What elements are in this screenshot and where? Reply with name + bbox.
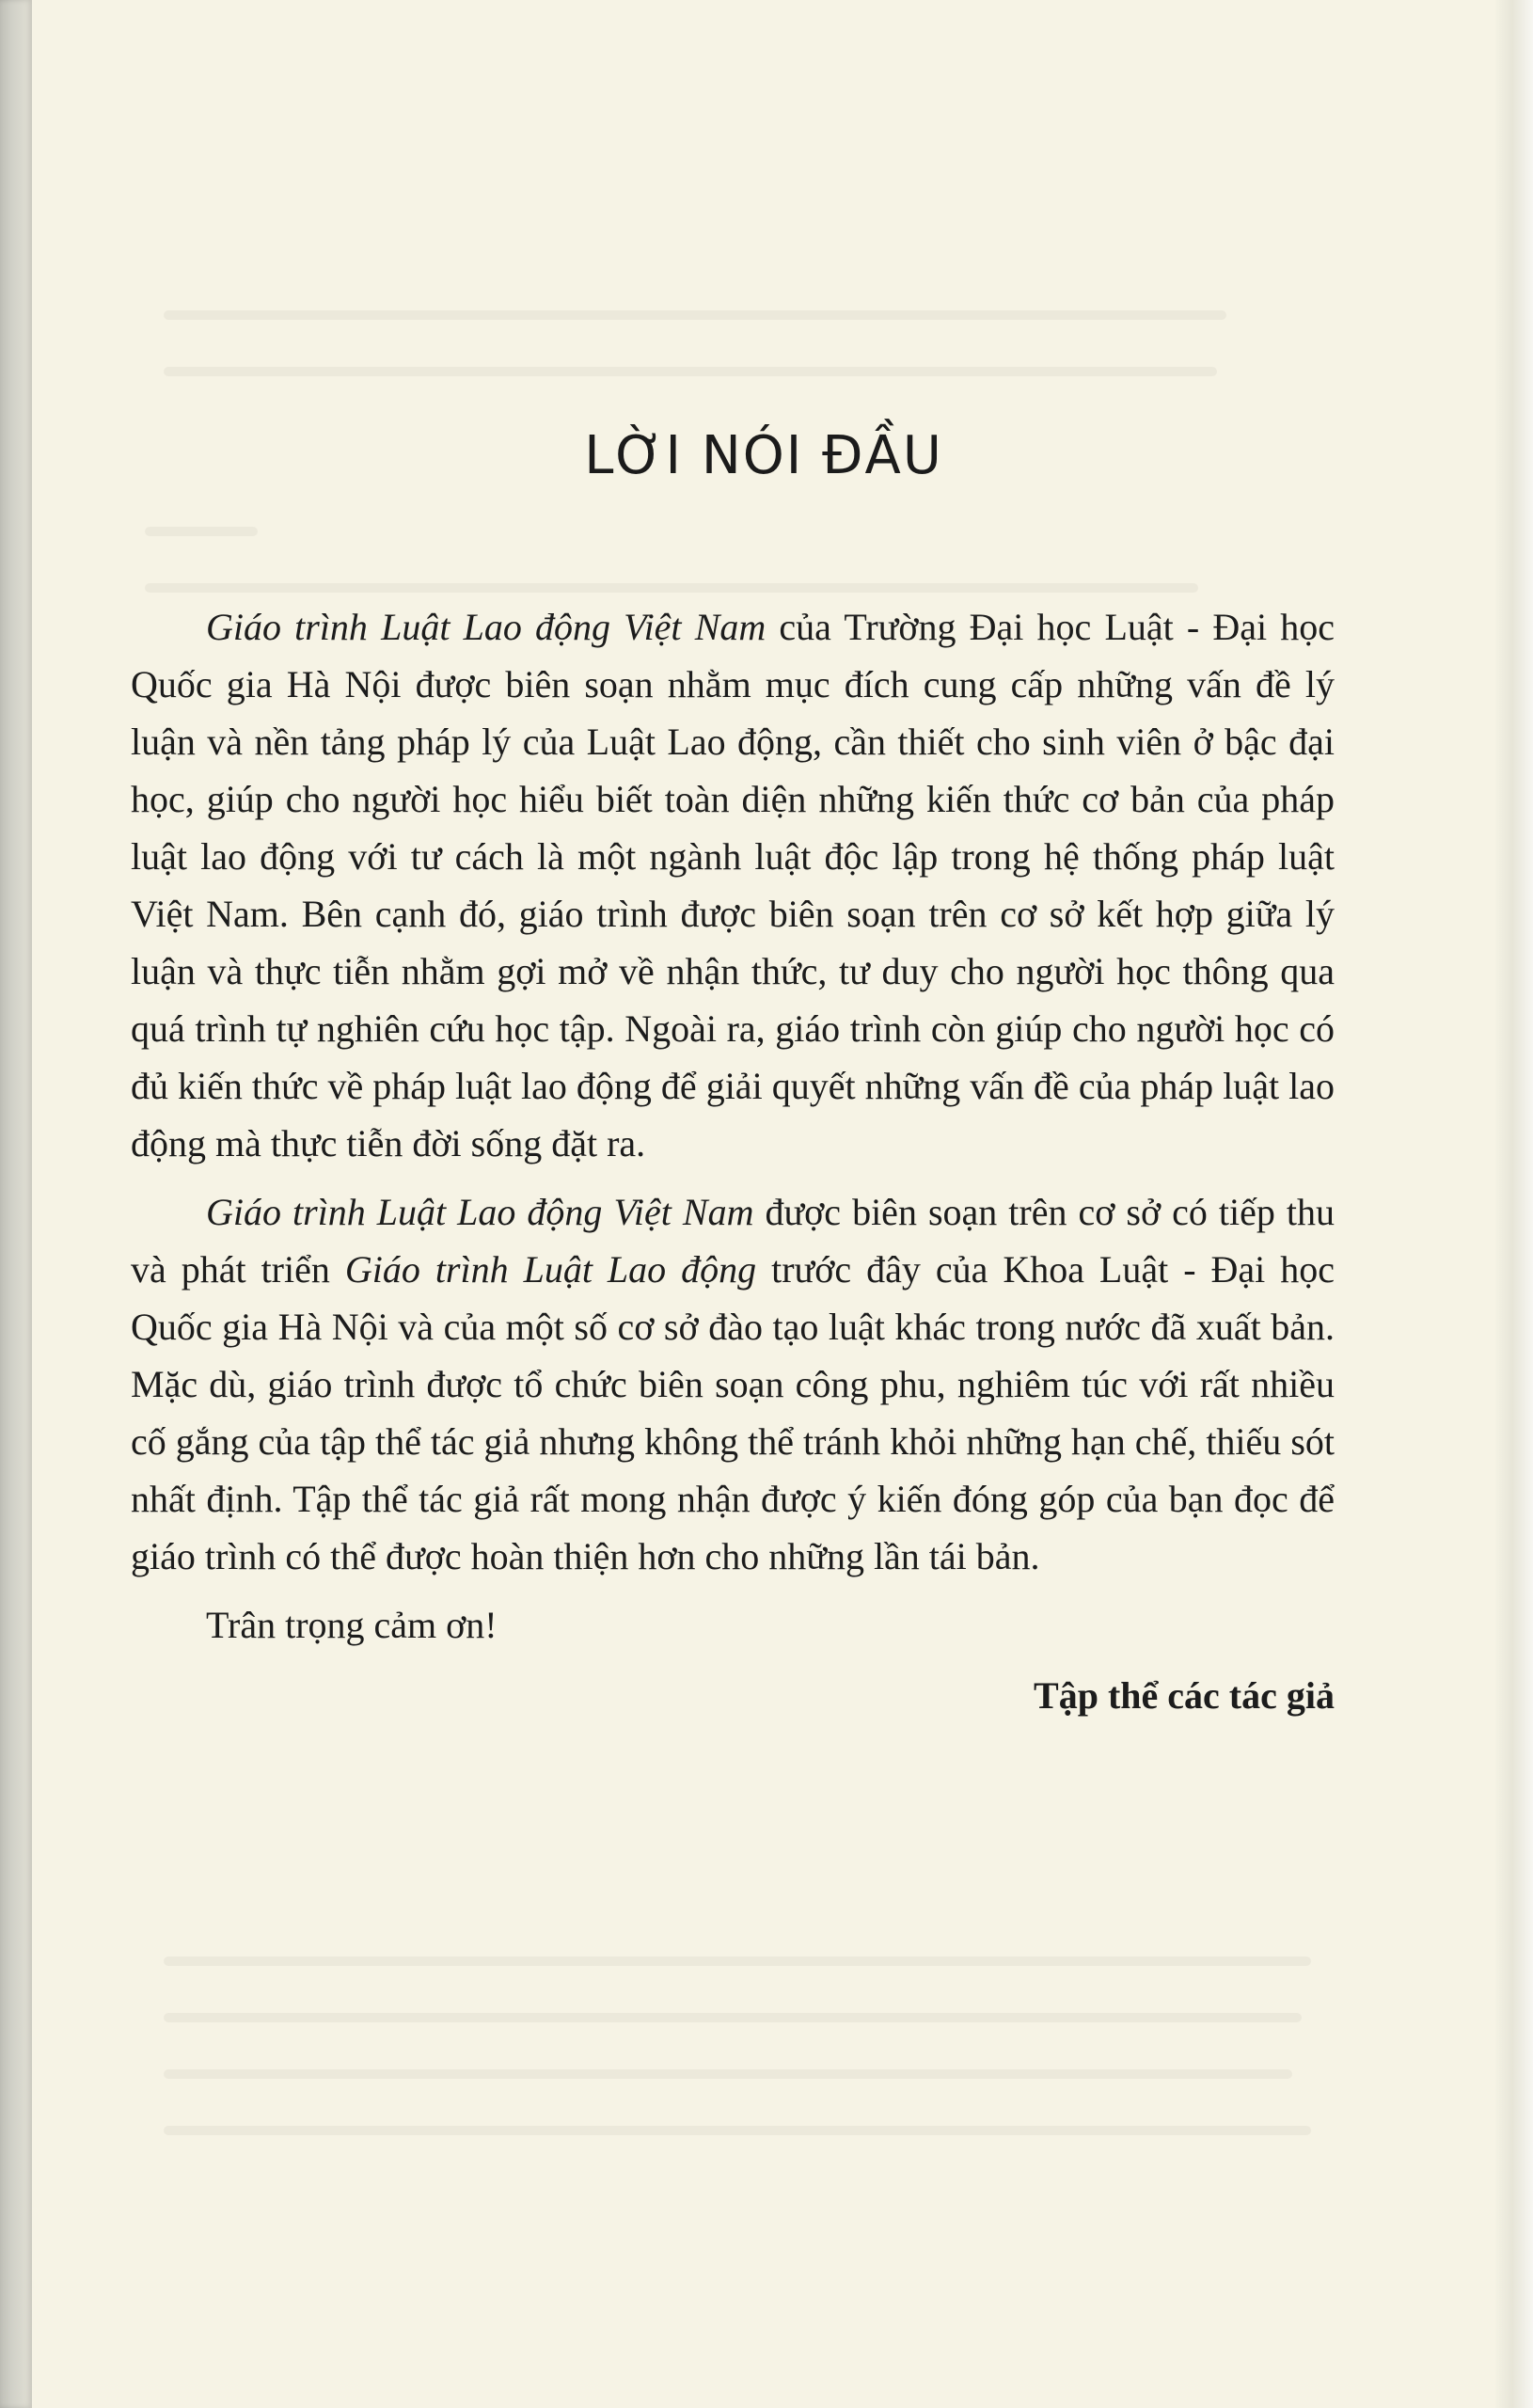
paragraph-text: của Trường Đại học Luật - Đại học Quốc gia Hà Nội được biên soạn nhằm mục đích cung cấp những vấn đề lý luận và nền tảng pháp lý của Luật Lao động, cần thiết cho sinh viên ở bậc đại học, giúp cho người học hiểu biết toàn diện những kiến thức cơ bản của pháp luật lao động với tư cách là một ngành luật độc lập trong hệ thống pháp luật Việt Nam. Bên cạnh đó, giáo trình được biên soạn trên cơ sở kết hợp giữa lý luận và thực tiễn nhằm gợi mở về nhận thức, tư duy cho người học thông qua quá trình tự nghiên cứu học tập. Ngoài ra, giáo trình còn giúp cho người học có đủ kiến thức về pháp luật lao động để giải quyết những vấn đề của pháp luật lao động mà thực tiễn đời sống đặt ra. [131, 606, 1335, 1164]
paragraph-text: trước đây của Khoa Luật - Đại học Quốc gia Hà Nội và của một số cơ sở đào tạo luật khác trong nước đã xuất bản. Mặc dù, giáo trình được tổ chức biên soạn công phu, nghiêm túc với rất nhiều cố gắng của tập thể tác giả nhưng không thể tránh khỏi những hạn chế, thiếu sót nhất định. Tập thể tác giả rất mong nhận được ý kiến đóng góp của bạn đọc để giáo trình có thể được hoàn thiện hơn cho những lần tái bản. [131, 1248, 1335, 1577]
page-title: LỜI NÓI ĐẦU [584, 425, 943, 486]
show-through-line [164, 2013, 1302, 2022]
show-through-line [164, 1956, 1311, 1966]
page-right-edge [1495, 0, 1533, 2408]
signature: Tập thể các tác giả [1034, 1674, 1335, 1717]
show-through-line [164, 367, 1217, 376]
paragraph-1 [131, 598, 1335, 1172]
show-through-line [164, 2069, 1292, 2079]
book-page [32, 0, 1495, 2408]
show-through-line [145, 583, 1198, 593]
show-through-line [145, 527, 258, 536]
body-text [131, 598, 1335, 1724]
book-spine-edge [0, 0, 32, 2408]
paragraph-2 [131, 1183, 1335, 1585]
show-through-line [164, 310, 1226, 320]
book-title-italic: Giáo trình Luật Lao động Việt Nam [206, 1191, 754, 1233]
closing-line: Trân trọng cảm ơn! [206, 1604, 498, 1646]
book-title-italic: Giáo trình Luật Lao động Việt Nam [206, 606, 766, 648]
paragraph-text: được biên soạn trên cơ sở có tiếp thu và phát triển [131, 1191, 1335, 1291]
show-through-line [164, 2126, 1311, 2135]
previous-book-title-italic: Giáo trình Luật Lao động [344, 1248, 757, 1291]
